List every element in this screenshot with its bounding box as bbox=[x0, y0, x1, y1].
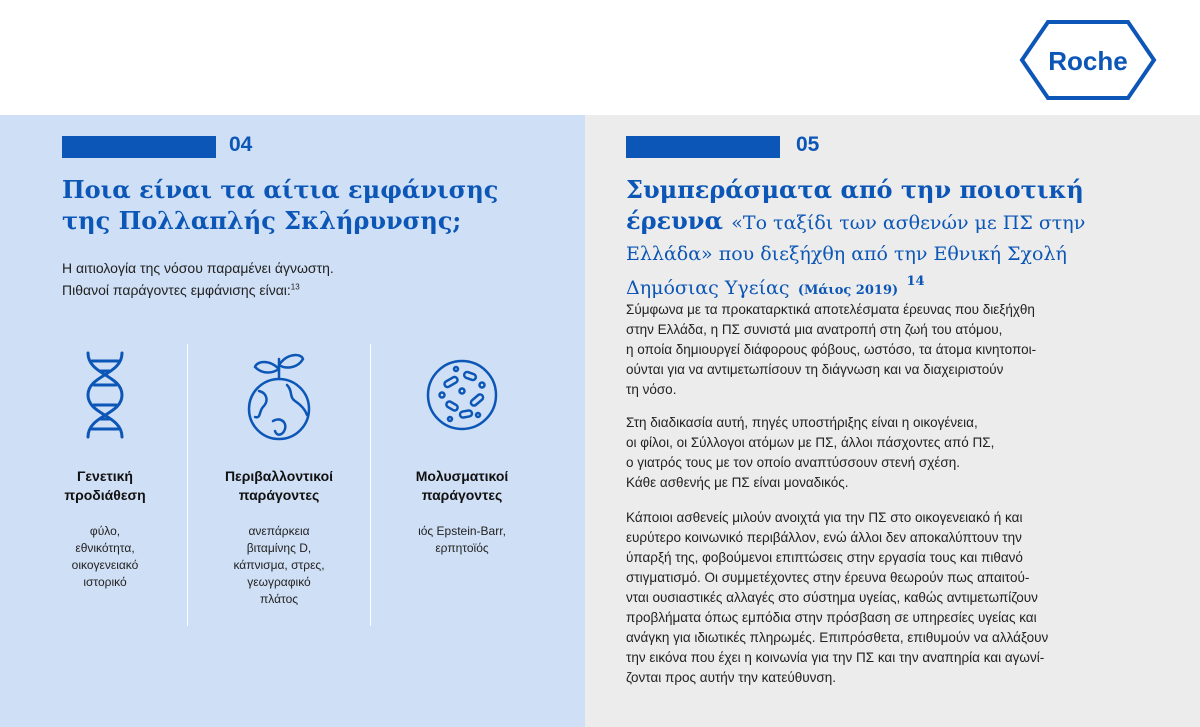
factor-desc-line: κάπνισμα, στρες, bbox=[233, 558, 325, 572]
causes-title-line1: Ποια είναι τα αίτια εμφάνισης bbox=[62, 175, 499, 204]
intro-line2 bbox=[62, 279, 542, 301]
bacteria-icon bbox=[422, 345, 502, 445]
conclusions-paragraph-3 bbox=[626, 508, 1156, 688]
factor-name bbox=[14, 467, 196, 505]
factor-description bbox=[371, 523, 553, 557]
title-subtitle-part: Δημόσιας Υγείας bbox=[626, 277, 790, 299]
paragraph-line: την εικόνα που έχει η κοινωνία για την ΠΣ και την αναπηρία και αγωνί- bbox=[626, 650, 1045, 665]
causes-title-line2: της Πολλαπλής Σκλήρυνσης; bbox=[62, 206, 462, 235]
paragraph-line: ευρύτερο κοινωνικό περιβάλλον, ενώ άλλοι δεν αποκαλύπτουν την bbox=[626, 530, 1022, 545]
paragraph-line: Στη διαδικασία αυτή, πηγές υποστήριξης είναι η οικογένεια, bbox=[626, 415, 978, 430]
section-number-04: 04 bbox=[229, 133, 253, 156]
paragraph-line: ζονται προς αυτήν την κατεύθυνση. bbox=[626, 670, 836, 685]
factor-desc-line: πλάτος bbox=[259, 592, 299, 606]
paragraph-line: νται ουσιαστικές αλλαγές στο σύστημα υγείας, καθώς αντιμετωπίζουν bbox=[626, 590, 1038, 605]
header bbox=[0, 0, 1200, 115]
intro-line1: Η αιτιολογία της νόσου παραμένει άγνωστη. bbox=[62, 260, 334, 276]
factor-desc-line: ερπητοϊός bbox=[435, 541, 489, 555]
paragraph-line: Σύμφωνα με τα προκαταρκτικά αποτελέσματα έρευνας που διεξήχθη bbox=[626, 302, 1035, 317]
conclusions-title-line3: Ελλάδα» που διεξήχθη από την Εθνική Σχολή bbox=[626, 243, 1067, 265]
causes-title bbox=[62, 174, 562, 236]
factor-name-line2: παράγοντες bbox=[421, 487, 503, 503]
conclusions-paragraph-1 bbox=[626, 300, 1156, 400]
title-bold-word: έρευνα bbox=[626, 206, 723, 235]
causes-intro bbox=[62, 257, 542, 301]
factor-name bbox=[371, 467, 553, 505]
paragraph-line: ο γιατρός τους με τον οποίο αναπτύσσουν στενή σχέση. bbox=[626, 455, 960, 470]
paragraph-line: ανάγκη για ιδιωτικές πληρωμές. Επιπρόσθετα, επιθυμούν να αλλάξουν bbox=[626, 630, 1049, 645]
factor-name bbox=[188, 467, 370, 505]
conclusions-title-line2 bbox=[626, 205, 1186, 239]
paragraph-line: προβλήματα όπως εμπόδια στην πρόσβαση σε υπηρεσίες υγείας και bbox=[626, 610, 1037, 625]
title-subtitle-part: «Το ταξίδι των ασθενών με ΠΣ στην bbox=[731, 212, 1086, 234]
conclusions-paragraph-2 bbox=[626, 413, 1156, 493]
paragraph-line: στιγματισμό. Οι συμμετέχοντες στην έρευνα θεωρούν πως απαιτού- bbox=[626, 570, 1030, 585]
factor-desc-line: ανεπάρκεια bbox=[248, 524, 310, 538]
dna-icon bbox=[70, 345, 140, 445]
globe-plant-icon bbox=[239, 345, 319, 445]
factor-desc-line: γεωγραφικό bbox=[247, 575, 311, 589]
section-bar-04 bbox=[62, 136, 216, 158]
factor-description bbox=[14, 523, 196, 591]
conclusions-title-line1: Συμπεράσματα από την ποιοτική bbox=[626, 175, 1084, 204]
title-date: (Μάιος 2019) bbox=[797, 283, 899, 298]
factor-name-line2: προδιάθεση bbox=[64, 487, 146, 503]
factor-desc-line: εθνικότητα, bbox=[75, 541, 135, 555]
factor-desc-line: βιταμίνης D, bbox=[246, 541, 312, 555]
paragraph-line: ύπαρξή της, φοβούμενοι επιπτώσεις στην εργασία τους και πιθανό bbox=[626, 550, 1023, 565]
conclusions-title bbox=[626, 174, 1186, 306]
factor-desc-line: ιστορικό bbox=[83, 575, 127, 589]
paragraph-line: ούνται για να αντιμετωπίσουν τη διάγνωση και να διαχειριστούν bbox=[626, 362, 1004, 377]
factor-name-line1: Περιβαλλοντικοί bbox=[224, 468, 334, 484]
paragraph-line: τη νόσο. bbox=[626, 382, 677, 397]
factor-desc-line: φύλο, bbox=[89, 524, 121, 538]
paragraph-line: Κάθε ασθενής με ΠΣ είναι μοναδικός. bbox=[626, 475, 849, 490]
paragraph-line: οι φίλοι, οι Σύλλογοι ατόμων με ΠΣ, άλλοι πάσχοντες από ΠΣ, bbox=[626, 435, 995, 450]
factor-description bbox=[188, 523, 370, 608]
factor-desc-line: οικογενειακό bbox=[71, 558, 139, 572]
roche-logo bbox=[1018, 18, 1158, 102]
title-ref: 14 bbox=[906, 274, 925, 289]
factor-name-line2: παράγοντες bbox=[238, 487, 320, 503]
factor-name-line1: Μολυσματικοί bbox=[415, 468, 509, 484]
paragraph-line: η οποία δημιουργεί διάφορους φόβους, ωστόσο, τα άτομα κινητοποι- bbox=[626, 342, 1037, 357]
factor-environmental bbox=[188, 345, 370, 608]
factor-desc-line: ιός Epstein-Barr, bbox=[418, 524, 506, 538]
paragraph-line: Κάποιοι ασθενείς μιλούν ανοιχτά για την ΠΣ στο οικογενειακό ή και bbox=[626, 510, 1023, 525]
intro-line2-text: Πιθανοί παράγοντες εμφάνισης είναι: bbox=[62, 282, 291, 298]
paragraph-line: στην Ελλάδα, η ΠΣ συνιστά μια ανατροπή στη ζωή του ατόμου, bbox=[626, 322, 1003, 337]
factor-infectious bbox=[371, 345, 553, 557]
section-bar-05 bbox=[626, 136, 780, 158]
intro-ref: 13 bbox=[290, 282, 300, 292]
factor-name-line1: Γενετική bbox=[77, 468, 133, 484]
section-number-05: 05 bbox=[796, 133, 820, 156]
factor-genetic bbox=[14, 345, 196, 591]
logo-text: Roche bbox=[1048, 46, 1128, 76]
